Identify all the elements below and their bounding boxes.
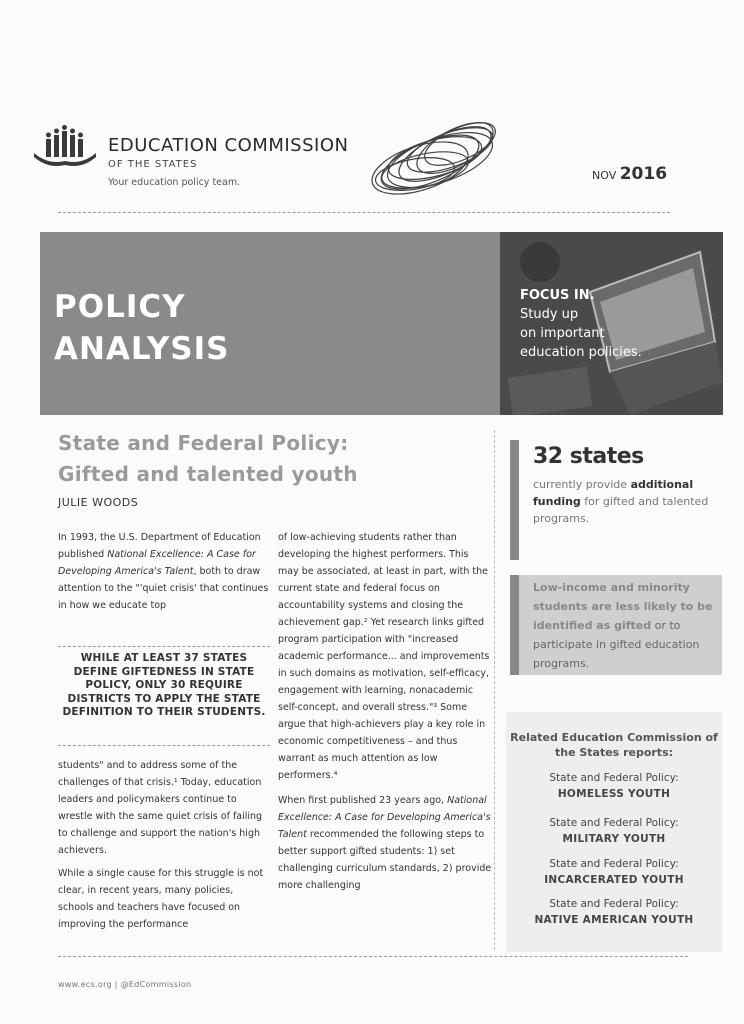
- org-name: EDUCATION COMMISSION: [108, 135, 349, 156]
- related-reports-heading: Related Education Commission of the States reports:: [510, 731, 718, 759]
- related-report-homeless[interactable]: State and Federal Policy: HOMELESS YOUTH: [549, 772, 679, 800]
- footer-divider: [58, 956, 688, 957]
- org-subtitle: OF THE STATES: [108, 159, 198, 170]
- sidebar-divider: [494, 430, 496, 950]
- body-text-col1-bottom: students" and to address some of the challenges of that crisis.¹ Today, education leaders and policymakers continue to wrestle with the same quiet crisis of failing to challenge and support the nation's high achievers. While a single cause for this struggle is not clear, in recent years, many policies, schools and teachers have focused on improving the performance: [58, 760, 264, 930]
- focus-in-text: FOCUS IN. Study up on important education policies.: [520, 288, 642, 360]
- banner-title: POLICY ANALYSIS: [54, 289, 230, 367]
- issue-date: NOV 2016: [592, 164, 668, 184]
- related-report-native-american[interactable]: State and Federal Policy: NATIVE AMERICAN YOUTH: [534, 898, 694, 926]
- low-income-text: Low-income and minority students are less likely to be identified as gifted or to participate in gifted education programs.: [533, 581, 713, 670]
- pullquote-bottom-rule: [58, 745, 270, 746]
- header-divider: [58, 212, 670, 213]
- document-title: State and Federal Policy: Gifted and talented youth: [58, 431, 358, 486]
- author-name: JULIE WOODS: [58, 496, 139, 509]
- related-report-incarcerated[interactable]: State and Federal Policy: INCARCERATED YOUTH: [544, 858, 684, 886]
- pen-scribble: [360, 118, 520, 202]
- pull-quote: WHILE AT LEAST 37 STATES DEFINE GIFTEDNESS IN STATE POLICY, ONLY 30 REQUIRE DISTRICTS TO APPLY THE STATE DEFINITION TO THEIR STUDENTS.: [62, 652, 266, 718]
- body-text-col1-top: In 1993, the U.S. Department of Education published National Excellence: A Case for Developing America's Talent, both to draw attention to the "'quiet crisis' that continues in how we educate top: [58, 532, 269, 611]
- stat-description: currently provide additional funding for gifted and talented programs.: [533, 478, 709, 525]
- pullquote-top-rule: [58, 646, 270, 647]
- stat-headline: 32 states: [533, 444, 644, 469]
- body-text-col2: of low-achieving students rather than developing the highest performers. This may be associated, at least in part, with the current state and federal focus on accountability systems and closing the achievement gap.² Yet research links gifted program participation with "increased academic performance... and improvements in such domains as motivation, self-efficacy, engagement with learning, nonacademic self-concept, and overall stress."³ Some argue that high-achievers play a key role in economic competitiveness – and thus warrant as much attention as low performers.⁴ When first published 23 years ago, National Excellence: A Case for Developing America's Talent recommended the following steps to better support gifted students: 1) set challenging curriculum standards, 2) provide more challenging: [278, 532, 492, 891]
- ecs-logo-icon: [32, 125, 100, 167]
- callout-accent-bar: [510, 575, 519, 675]
- org-tagline: Your education policy team.: [108, 177, 241, 188]
- related-report-military[interactable]: State and Federal Policy: MILITARY YOUTH: [549, 817, 679, 845]
- stat-accent-bar: [510, 440, 519, 560]
- footer-links[interactable]: www.ecs.org | @EdCommission: [58, 980, 192, 989]
